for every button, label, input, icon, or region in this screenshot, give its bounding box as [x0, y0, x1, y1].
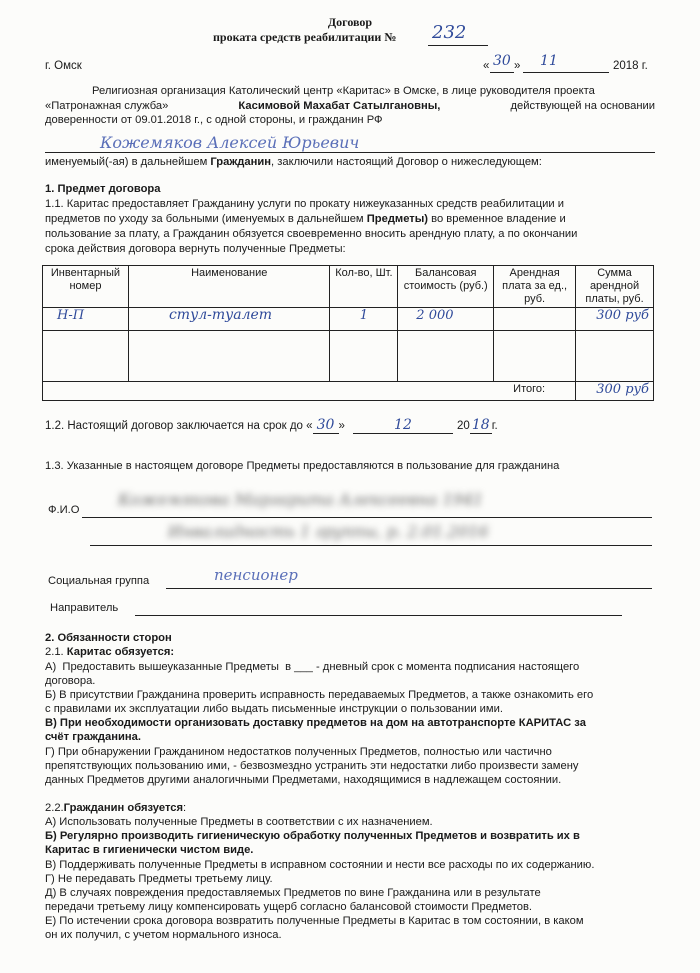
named-line: именуемый(-ая) в дальнейшем Гражданин, заключили настоящий Договор о нижеследующем:	[45, 156, 542, 168]
clause-2-2-g: Г) Не передавать Предметы третьему лицу.	[45, 873, 273, 885]
intro-representative: Касимовой Махабат Сатылгановны,	[238, 100, 441, 112]
clause-2-1-g-l2: препятствующих пользованию ими, - безвозмездно устранить эти недостатки либо произвести замену	[45, 760, 579, 772]
col-balance-cost: Балансовая стоимость (руб.)	[398, 266, 494, 308]
items-table-header	[43, 266, 654, 308]
clause-2-1: 2.1. Каритас обязуется:	[45, 646, 175, 658]
contract-number: 232	[432, 22, 467, 43]
date-month-line	[523, 72, 609, 73]
col-rent-sum: Сумма арендной платы, руб.	[576, 266, 654, 308]
clause-2-2-v: В) Поддерживать полученные Предметы в исправном состоянии и нести все расходы по их содержанию.	[45, 859, 595, 871]
intro-line-3: доверенности от 09.01.2018 г., с одной стороны, и гражданин РФ	[45, 114, 383, 126]
date-close-quote: »	[514, 60, 521, 72]
date-open-quote: «	[483, 60, 490, 72]
cell-rent-per-unit	[494, 308, 576, 331]
clause-2-1-v-l2: счёт гражданина.	[45, 731, 141, 743]
clause-2-2: 2.2.Гражданин обязуется:	[45, 802, 187, 814]
intro-project: «Патронажная служба»	[45, 100, 169, 112]
fio-line-2	[90, 545, 652, 546]
section-1-p1-l3: пользование за плату, а Гражданин обязуется своевременно вносить арендную плату, а по окончании	[45, 228, 578, 240]
city: г. Омск	[45, 60, 82, 72]
clause-2-1-a-l2: договора.	[45, 675, 96, 687]
cell-quantity: 1	[330, 308, 398, 331]
section-2-title: 2. Обязанности сторон	[45, 632, 172, 644]
total-label: Итого:	[43, 382, 576, 401]
clause-2-1-b-l1: Б) В присутствии Гражданина проверить исправность передаваемых Предметов, а также ознакомить его	[45, 689, 594, 701]
social-group-label: Социальная группа	[48, 575, 150, 587]
term-day: 30	[313, 417, 339, 434]
fio-value-2: Инвалидность 1 группы, р. 2.01.2016	[168, 522, 489, 541]
contract-title: Договор	[327, 15, 373, 29]
social-group-line	[166, 588, 652, 589]
fio-label: Ф.И.О	[48, 504, 80, 516]
cell-rent-sum: 300 руб	[576, 308, 654, 331]
table-total-row	[43, 382, 654, 401]
clause-2-2-e-l2: он их получил, с учетом нормального износа.	[45, 929, 282, 941]
intro-line-1: Религиозная организация Католический центр «Каритас» в Омске, в лице руководителя проекта	[92, 85, 595, 97]
clause-2-2-d-l1: Д) В случаях повреждения предоставляемых Предметов по вине Гражданина или в результате	[45, 887, 541, 899]
col-quantity: Кол-во, Шт.	[330, 266, 398, 308]
fio-line-1	[82, 517, 652, 518]
citizen-name: Кожемяков Алексей Юрьевич	[100, 133, 360, 152]
clause-2-2-b-l1: Б) Регулярно производить гигиеническую обработку полученных Предметов и возвратить их в	[45, 830, 580, 842]
contract-subtitle: проката средств реабилитации №	[213, 30, 397, 44]
term-line: 1.2. Настоящий договор заключается на срок до « 30 » 12 20 18 г.	[45, 417, 498, 433]
term-year: 18	[470, 417, 492, 434]
clause-2-1-v-l1: В) При необходимости организовать доставку предметов на дом на автотранспорте КАРИТАС за	[45, 717, 586, 729]
date-month: 11	[540, 53, 558, 69]
col-inventory-number: Инвентарный номер	[43, 266, 129, 308]
clause-2-2-b-l2: Каритас в гигиенически чистом виде.	[45, 844, 254, 856]
clause-2-2-a: А) Использовать полученные Предметы в соответствии с их назначением.	[45, 816, 433, 828]
referrer-line	[135, 615, 622, 616]
col-name: Наименование	[128, 266, 330, 308]
clause-2-1-b-l2: с правилами их эксплуатации либо выдать письменные инструкции о пользовании ими.	[45, 703, 503, 715]
intro-basis: действующей на основании	[510, 100, 655, 112]
section-1-p1-l4: срока действия договора вернуть полученные Предметы:	[45, 243, 346, 255]
intro-line-2	[45, 100, 655, 112]
date-year: 2018 г.	[613, 60, 648, 72]
cell-balance-cost: 2 000	[398, 308, 494, 331]
clause-2-1-g-l1: Г) При обнаружении Гражданином недостатков полученных Предметов, полностью или частично	[45, 746, 552, 758]
section-1-p1-l1: 1.1. Каритас предоставляет Гражданину услуги по прокату нижеуказанных средств реабилитации и	[45, 198, 565, 210]
clause-2-1-g-l3: данных Предметов другими аналогичными Предметами, находящимися в надлежащем состоянии.	[45, 774, 562, 786]
table-row	[43, 308, 654, 331]
section-1-p1-l2: предметов по уходу за больными (именуемых в дальнейшем Предметы) во временное владение и	[45, 213, 566, 225]
table-row-empty	[43, 331, 654, 382]
social-group-value: пенсионер	[214, 566, 298, 584]
cell-item-name: стул-туалет	[128, 308, 330, 331]
clause-1-3: 1.3. Указанные в настоящем договоре Предметы предоставляются в пользование для гражданина	[45, 460, 560, 472]
fio-value-1: Кожемякова Маргарита Алексеевна 1941	[118, 490, 484, 509]
term-month: 12	[353, 417, 453, 434]
contract-number-line	[428, 45, 488, 46]
citizen-name-line	[45, 152, 655, 153]
items-table	[42, 265, 654, 401]
cell-inventory: Н-П	[43, 308, 129, 331]
named-citizen: Гражданин	[210, 156, 272, 168]
section-1-title: 1. Предмет договора	[45, 183, 161, 195]
clause-2-2-e-l1: Е) По истечении срока договора возвратить полученные Предметы в Каритас в том состоянии, в каком	[45, 915, 584, 927]
clause-2-2-d-l2: передачи третьему лицу компенсировать ущерб согласно балансовой стоимости Предметов.	[45, 901, 533, 913]
clause-2-1-a-l1: А) Предоставить вышеуказанные Предметы в ___ - дневный срок с момента подписания настоящего	[45, 661, 580, 673]
date-day-line	[490, 72, 514, 73]
col-rent-per-unit: Арендная плата за ед., руб.	[494, 266, 576, 308]
referrer-label: Направитель	[50, 602, 119, 614]
total-value: 300 руб	[576, 382, 654, 401]
date-day: 30	[493, 53, 511, 69]
